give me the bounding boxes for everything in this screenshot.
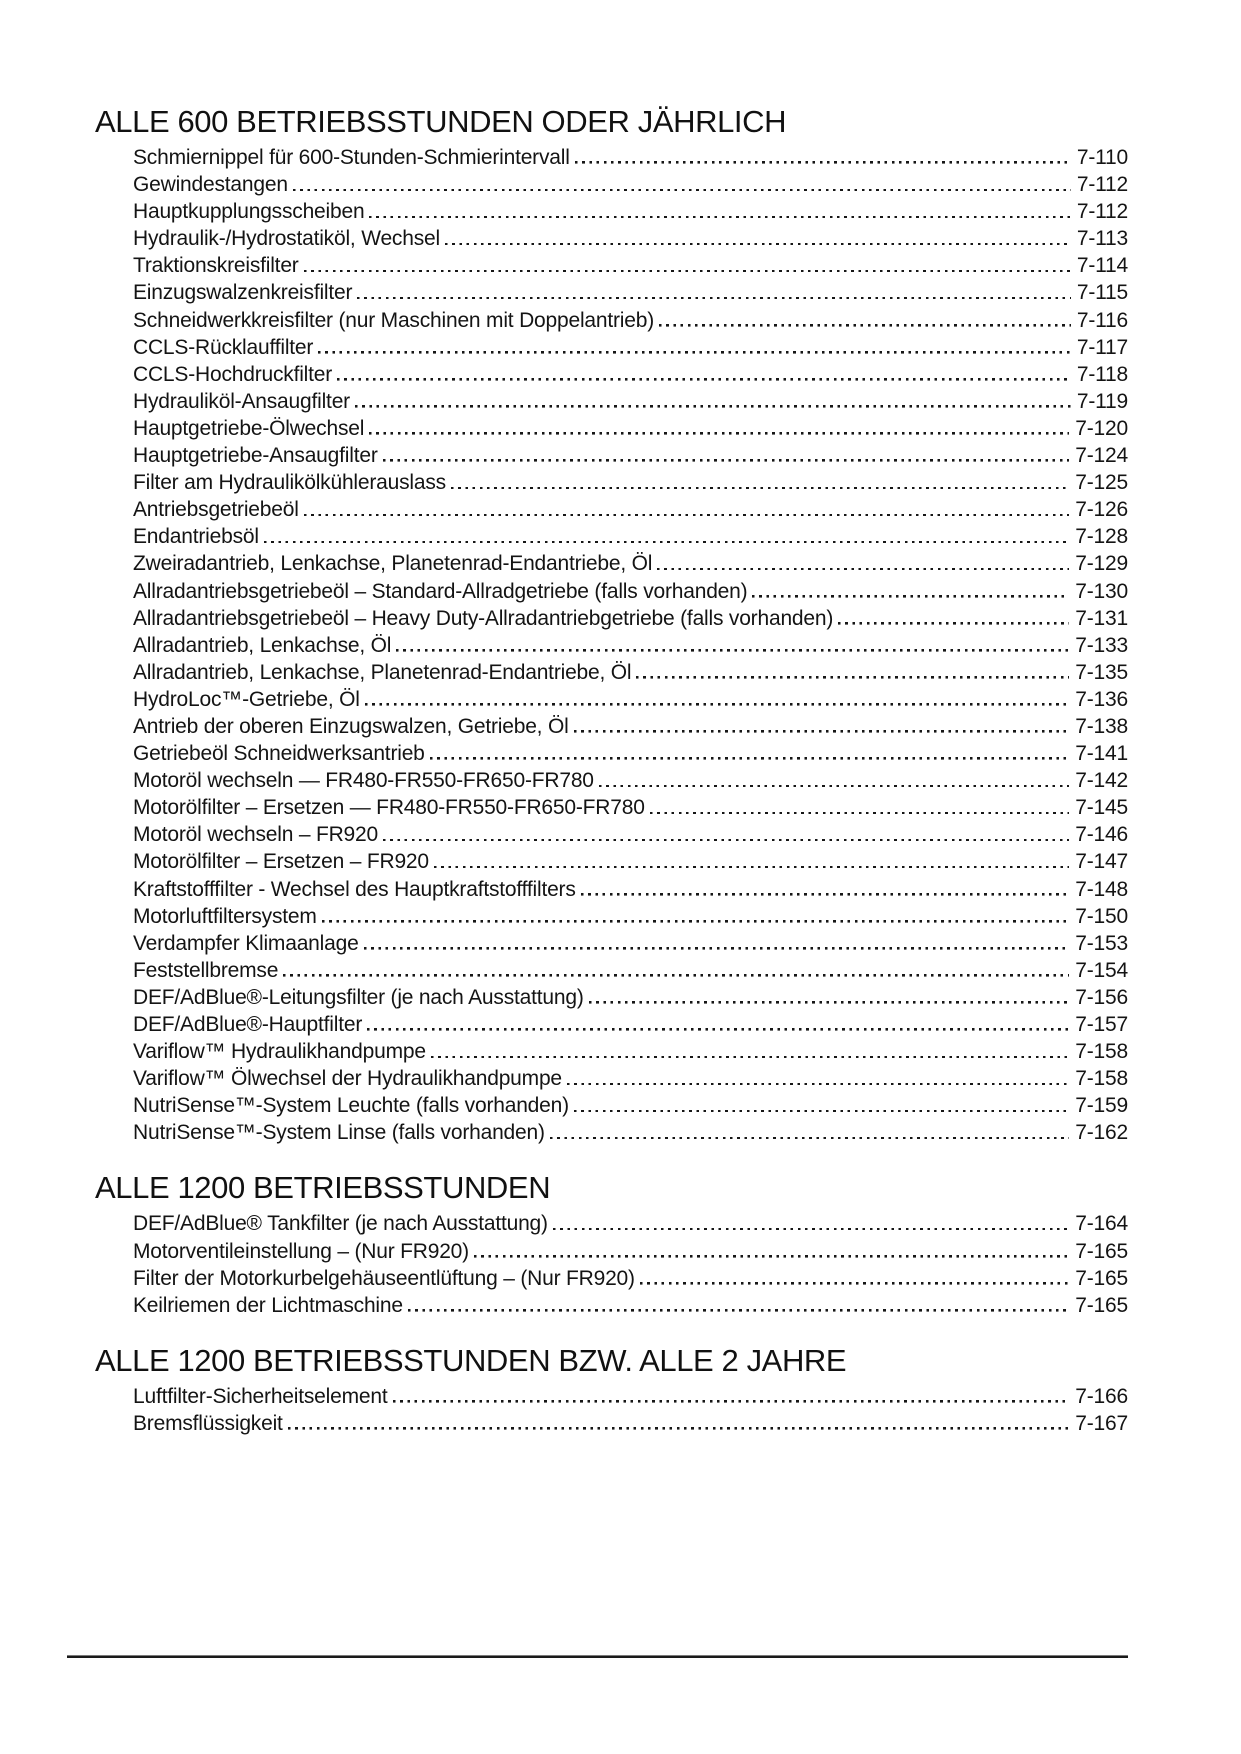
toc-entry-label: Allradantriebsgetriebeöl – Standard-Allradgetriebe (falls vorhanden) — [133, 579, 748, 603]
toc-entry-label: Filter am Hydraulikölkühlerauslass — [133, 471, 446, 495]
toc-entry-label: NutriSense™-System Linse (falls vorhanden) — [133, 1121, 545, 1145]
toc-entry-label: Luftfilter-Sicherheitselement — [133, 1384, 388, 1408]
toc-entry — [133, 821, 1128, 848]
dot-leader — [322, 920, 1070, 923]
toc-entry-page-number: 7-165 — [1075, 1239, 1128, 1263]
toc-entry-label: NutriSense™-System Leuchte (falls vorhanden) — [133, 1094, 569, 1118]
toc-entry-label: Getriebeöl Schneidwerksantrieb — [133, 742, 425, 766]
toc-entry — [133, 876, 1128, 903]
toc-entry — [133, 1265, 1128, 1292]
toc-entry — [133, 307, 1128, 334]
toc-entry — [133, 1065, 1128, 1092]
toc-sections — [95, 104, 1128, 1437]
dot-leader — [367, 1028, 1069, 1031]
toc-entry-page-number: 7-115 — [1076, 281, 1128, 305]
toc-entry — [133, 388, 1128, 415]
toc-entry — [133, 1038, 1128, 1065]
toc-entry-page-number: 7-165 — [1075, 1293, 1128, 1317]
dot-leader — [283, 974, 1069, 977]
dot-leader — [304, 269, 1071, 272]
toc-entry-label: Endantriebsöl — [133, 525, 259, 549]
toc-entry — [133, 605, 1128, 632]
toc-entry — [133, 198, 1128, 225]
toc-entry-label: Hauptgetriebe-Ölwechsel — [133, 416, 365, 440]
toc-entry-page-number: 7-156 — [1075, 985, 1128, 1009]
toc-entry — [133, 903, 1128, 930]
toc-entry-page-number: 7-146 — [1075, 823, 1128, 847]
toc-entry — [133, 957, 1128, 984]
toc-entry-label: DEF/AdBlue® Tankfilter (je nach Ausstattung) — [133, 1212, 548, 1236]
section-title: ALLE 600 BETRIEBSSTUNDEN ODER JÄHRLICH — [95, 104, 787, 139]
toc-entry — [133, 930, 1128, 957]
footer-rule — [67, 1655, 1128, 1658]
toc-entry — [133, 469, 1128, 496]
toc-entry-label: Zweiradantrieb, Lenkachse, Planetenrad-Endantriebe, Öl — [133, 552, 653, 576]
dot-leader — [304, 513, 1070, 516]
toc-entry-page-number: 7-119 — [1076, 389, 1128, 413]
toc-entry — [133, 794, 1128, 821]
toc-entry-label: Hydraulik-/Hydrostatiköl, Wechsel — [133, 227, 440, 251]
dot-leader — [288, 1427, 1070, 1430]
toc-entry-page-number: 7-148 — [1075, 877, 1128, 901]
dot-leader — [318, 351, 1071, 354]
dot-leader — [337, 378, 1071, 381]
toc-entry-page-number: 7-130 — [1075, 579, 1128, 603]
toc-entry-label: Motorluftfiltersystem — [133, 904, 317, 928]
dot-leader — [599, 784, 1070, 787]
dot-leader — [650, 811, 1070, 814]
toc-section — [95, 1343, 1128, 1437]
toc-entry-label: Feststellbremse — [133, 958, 279, 982]
dot-leader — [364, 947, 1070, 950]
dot-leader — [264, 540, 1069, 543]
dot-leader — [567, 1082, 1069, 1085]
toc-entry-page-number: 7-166 — [1075, 1384, 1128, 1408]
toc-entry-page-number: 7-125 — [1075, 471, 1128, 495]
toc-entry-label: Motoröl wechseln – FR920 — [133, 823, 378, 847]
toc-entry-label: Antrieb der oberen Einzugswalzen, Getriebe, Öl — [133, 714, 569, 738]
toc-entry-page-number: 7-167 — [1075, 1411, 1128, 1435]
toc-entry-label: Keilriemen der Lichtmaschine — [133, 1293, 403, 1317]
toc-entry-page-number: 7-153 — [1075, 931, 1128, 955]
toc-entry-label: Filter der Motorkurbelgehäuseentlüftung – (Nur FR920) — [133, 1266, 635, 1290]
toc-entry-label: Motorölfilter – Ersetzen — FR480-FR550-FR650-FR780 — [133, 796, 645, 820]
toc-entry-label: DEF/AdBlue®-Hauptfilter — [133, 1013, 363, 1036]
dot-leader — [581, 893, 1070, 896]
dot-leader — [431, 1055, 1069, 1058]
toc-entry — [133, 659, 1128, 686]
toc-entry — [133, 632, 1128, 659]
dot-leader — [636, 676, 1069, 679]
dot-leader — [383, 838, 1069, 841]
toc-entry-page-number: 7-129 — [1075, 552, 1128, 576]
toc-entry-label: Motoröl wechseln — FR480-FR550-FR650-FR780 — [133, 769, 594, 793]
dot-leader — [408, 1309, 1069, 1312]
toc-entry-label: Traktionskreisfilter — [133, 254, 299, 278]
section-title: ALLE 1200 BETRIEBSSTUNDEN — [95, 1170, 551, 1206]
dot-leader — [574, 1109, 1069, 1112]
toc-entry — [133, 767, 1128, 794]
toc-entry — [133, 848, 1128, 875]
toc-entry-page-number: 7-114 — [1076, 254, 1128, 278]
toc-entry-label: Einzugswalzenkreisfilter — [133, 281, 353, 305]
toc-entry-page-number: 7-164 — [1075, 1212, 1128, 1236]
dot-leader — [474, 1255, 1069, 1258]
toc-entry — [133, 144, 1128, 171]
dot-leader — [589, 1001, 1070, 1004]
dot-leader — [393, 1400, 1070, 1403]
toc-entry-label: CCLS-Rücklauffilter — [133, 335, 314, 359]
toc-entry-label: Motorventileinstellung – (Nur FR920) — [133, 1239, 469, 1263]
toc-entry-page-number: 7-162 — [1075, 1121, 1128, 1145]
toc-entry-label: Allradantrieb, Lenkachse, Öl — [133, 633, 392, 657]
toc-entry-page-number: 7-145 — [1075, 796, 1128, 820]
toc-entry-page-number: 7-141 — [1075, 742, 1128, 766]
dot-leader — [640, 1282, 1069, 1285]
toc-entry — [133, 334, 1128, 361]
toc-entry — [133, 1383, 1128, 1410]
toc-entry — [133, 496, 1128, 523]
toc-entry-page-number: 7-131 — [1075, 606, 1128, 630]
toc-entry — [133, 1092, 1128, 1119]
toc-entry — [133, 578, 1128, 605]
toc-entry-page-number: 7-120 — [1075, 416, 1128, 440]
toc-entry-page-number: 7-128 — [1075, 525, 1128, 549]
toc-entry — [133, 279, 1128, 306]
toc-entry — [133, 523, 1128, 550]
toc-entry-page-number: 7-110 — [1076, 146, 1128, 169]
section-title: ALLE 1200 BETRIEBSSTUNDEN BZW. ALLE 2 JAHRE — [95, 1342, 847, 1378]
toc-entry-page-number: 7-112 — [1076, 173, 1128, 197]
toc-entry — [133, 415, 1128, 442]
toc-entry-page-number: 7-142 — [1075, 769, 1128, 793]
toc-entry-label: Verdampfer Klimaanlage — [133, 931, 359, 955]
toc-entry — [133, 740, 1128, 767]
toc-entry — [133, 686, 1128, 713]
dot-leader — [369, 215, 1070, 218]
toc-entry-page-number: 7-158 — [1075, 1067, 1128, 1091]
dot-leader — [369, 432, 1069, 435]
toc-entry-page-number: 7-118 — [1076, 362, 1128, 386]
toc-entry-page-number: 7-116 — [1076, 308, 1128, 332]
toc-entry — [133, 984, 1128, 1011]
toc-entry-label: Variflow™ Hydraulikhandpumpe — [133, 1040, 426, 1064]
toc-entry-list — [133, 1210, 1128, 1318]
toc-entry-page-number: 7-112 — [1076, 200, 1128, 224]
toc-entry-label: Kraftstofffilter - Wechsel des Hauptkraftstofffilters — [133, 877, 576, 901]
toc-entry-label: Variflow™ Ölwechsel der Hydraulikhandpumpe — [133, 1067, 562, 1091]
toc-entry-label: Hauptkupplungsscheiben — [133, 200, 365, 224]
toc-entry-label: Antriebsgetriebeöl — [133, 498, 299, 522]
dot-leader — [383, 459, 1070, 462]
toc-entry — [133, 1238, 1128, 1265]
toc-entry-label: Hydrauliköl-Ansaugfilter — [133, 389, 350, 413]
toc-entry-page-number: 7-136 — [1075, 687, 1128, 711]
toc-entry-label: Bremsflüssigkeit — [133, 1411, 283, 1435]
dot-leader — [657, 567, 1069, 570]
toc-entry-page-number: 7-133 — [1075, 633, 1128, 657]
dot-leader — [451, 486, 1069, 489]
toc-entry — [133, 1119, 1128, 1146]
toc-entry — [133, 225, 1128, 252]
toc-entry-page-number: 7-124 — [1075, 444, 1128, 468]
dot-leader — [553, 1227, 1069, 1230]
dot-leader — [445, 242, 1071, 245]
toc-entry — [133, 1011, 1128, 1038]
toc-entry — [133, 361, 1128, 388]
toc-entry-page-number: 7-138 — [1075, 714, 1128, 738]
dot-leader — [838, 622, 1069, 625]
toc-entry — [133, 713, 1128, 740]
toc-entry — [133, 1410, 1128, 1437]
dot-leader — [355, 405, 1071, 408]
toc-entry-list — [133, 144, 1128, 1146]
dot-leader — [396, 649, 1069, 652]
toc-entry-page-number: 7-113 — [1076, 227, 1128, 251]
toc-entry-label: HydroLoc™-Getriebe, Öl — [133, 687, 360, 711]
toc-entry-page-number: 7-126 — [1075, 498, 1128, 522]
dot-leader — [574, 730, 1070, 733]
dot-leader — [575, 161, 1071, 164]
dot-leader — [293, 188, 1071, 191]
toc-entry — [133, 1292, 1128, 1319]
dot-leader — [365, 703, 1070, 706]
dot-leader — [357, 296, 1071, 299]
toc-entry-page-number: 7-135 — [1075, 660, 1128, 684]
dot-leader — [550, 1136, 1070, 1139]
toc-entry-label: Schneidwerkkreisfilter (nur Maschinen mit Doppelantrieb) — [133, 308, 655, 332]
toc-entry — [133, 1210, 1128, 1237]
toc-entry-label: Motorölfilter – Ersetzen – FR920 — [133, 850, 429, 874]
toc-entry — [133, 171, 1128, 198]
toc-entry-label: Allradantrieb, Lenkachse, Planetenrad-Endantriebe, Öl — [133, 660, 632, 684]
toc-entry-label: DEF/AdBlue®-Leitungsfilter (je nach Ausstattung) — [133, 985, 584, 1009]
dot-leader — [659, 324, 1071, 327]
toc-entry-label: Allradantriebsgetriebeöl – Heavy Duty-Allradantriebgetriebe (falls vorhanden) — [133, 606, 834, 630]
toc-entry-list — [133, 1383, 1128, 1437]
toc-entry-page-number: 7-154 — [1075, 958, 1128, 982]
toc-entry — [133, 252, 1128, 279]
toc-entry-page-number: 7-158 — [1075, 1040, 1128, 1064]
toc-entry-label: Schmiernippel für 600-Stunden-Schmierintervall — [133, 146, 570, 169]
toc-entry-label: CCLS-Hochdruckfilter — [133, 362, 333, 386]
dot-leader — [752, 595, 1069, 598]
toc-entry-label: Gewindestangen — [133, 173, 288, 197]
toc-entry-page-number: 7-159 — [1075, 1094, 1128, 1118]
toc-entry — [133, 442, 1128, 469]
toc-entry-page-number: 7-165 — [1075, 1266, 1128, 1290]
dot-leader — [434, 865, 1069, 868]
toc-entry-page-number: 7-150 — [1075, 904, 1128, 928]
toc-section — [95, 1170, 1128, 1318]
toc-section — [95, 104, 1128, 1146]
toc-entry-page-number: 7-147 — [1075, 850, 1128, 874]
toc-entry-page-number: 7-117 — [1076, 335, 1128, 359]
dot-leader — [430, 757, 1070, 760]
toc-entry-label: Hauptgetriebe-Ansaugfilter — [133, 444, 378, 468]
toc-entry-page-number: 7-157 — [1075, 1013, 1128, 1036]
toc-entry — [133, 550, 1128, 577]
